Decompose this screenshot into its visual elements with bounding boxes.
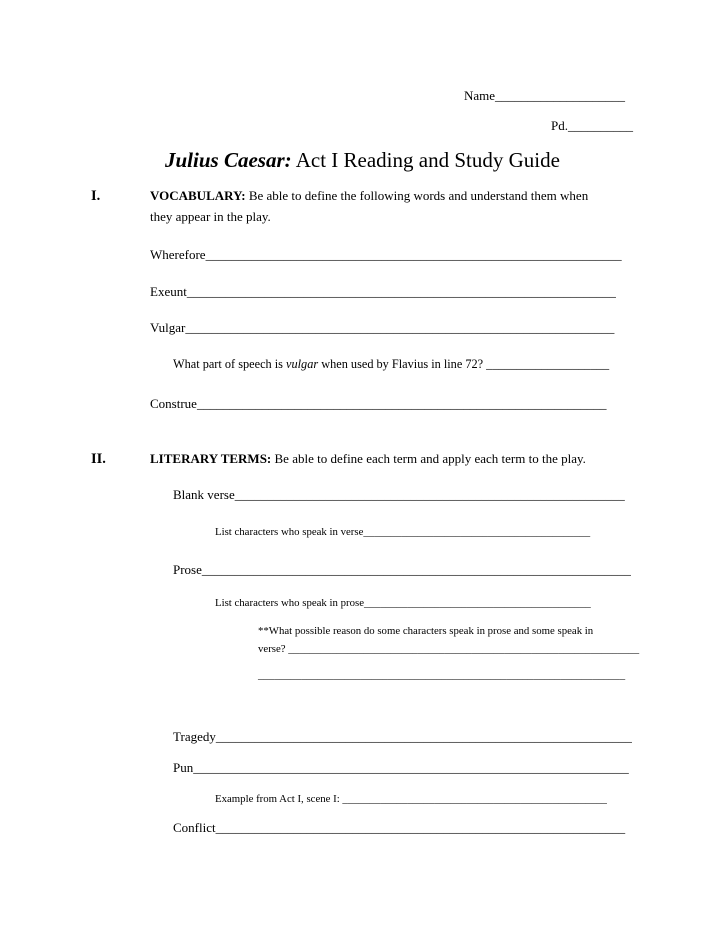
conflict-field[interactable]: Conflict_______________________________________________________________ xyxy=(173,820,626,835)
section-numeral-i: I. xyxy=(91,188,101,204)
reason-answer-line-2[interactable]: ____________________________________________________________________ xyxy=(258,669,626,681)
vulgar-question-pre: What part of speech is xyxy=(173,357,287,371)
name-field[interactable]: Name____________________ xyxy=(464,88,626,103)
pun-field[interactable]: Pun___________________________________________________________________ xyxy=(173,760,629,775)
period-field[interactable]: Pd.__________ xyxy=(551,118,633,133)
vocabulary-intro xyxy=(150,188,588,204)
prose-characters-field[interactable]: List characters who speak in prose__________________________________________ xyxy=(215,597,591,609)
vulgar-field[interactable]: Vulgar__________________________________________________________________ xyxy=(150,320,615,335)
vocabulary-intro-2: they appear in the play. xyxy=(150,209,271,224)
wherefore-field[interactable]: Wherefore________________________________________________________________ xyxy=(150,247,622,262)
construe-field[interactable]: Construe_______________________________________________________________ xyxy=(150,396,607,411)
blank-verse-field[interactable]: Blank verse____________________________________________________________ xyxy=(173,487,625,502)
verse-characters-field[interactable]: List characters who speak in verse__________________________________________ xyxy=(215,526,591,538)
vocabulary-heading: VOCABULARY: xyxy=(150,188,246,203)
section-numeral-ii: II. xyxy=(91,451,106,467)
reason-answer-line-1[interactable]: verse? _________________________________________________________________ xyxy=(258,643,640,655)
prose-field[interactable]: Prose__________________________________________________________________ xyxy=(173,562,631,577)
tragedy-field[interactable]: Tragedy________________________________________________________________ xyxy=(173,729,632,744)
title-italic: Julius Caesar: xyxy=(165,148,292,172)
literary-terms-intro xyxy=(150,451,586,467)
page-title xyxy=(165,148,560,173)
vulgar-question[interactable] xyxy=(173,357,609,372)
vulgar-question-italic: vulgar xyxy=(286,357,319,371)
literary-terms-intro-text: Be able to define each term and apply each term to the play. xyxy=(271,451,586,466)
vocabulary-intro-1: Be able to define the following words and understand them when xyxy=(245,188,589,203)
exeunt-field[interactable]: Exeunt__________________________________________________________________ xyxy=(150,284,616,299)
title-rest: Act I Reading and Study Guide xyxy=(291,148,560,172)
literary-terms-heading: LITERARY TERMS: xyxy=(150,451,272,466)
reason-question-line-1: **What possible reason do some characters speak in prose and some speak in xyxy=(258,625,594,637)
vulgar-question-post: when used by Flavius in line 72? ____________________ xyxy=(318,357,610,371)
pun-example-field[interactable]: Example from Act I, scene I: _________________________________________________ xyxy=(215,793,607,805)
